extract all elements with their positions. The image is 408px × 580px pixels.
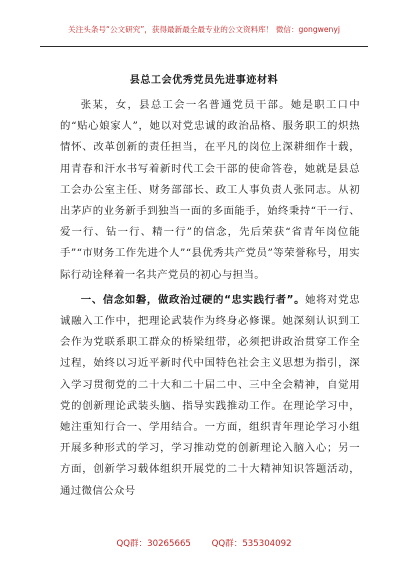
- document-title: 县总工会优秀党员先进事迹材料: [129, 75, 279, 86]
- page-footer-qq: QQ群：30265665 QQ群：535304092: [116, 539, 292, 549]
- section-1-heading: 一、信念如磐，做政治过硬的“忠实践行者”。: [80, 293, 306, 306]
- section-1-text: 她将对党忠诚融入工作中，把理论武装作为终身必修课。她深刻认识到工会作为党联系职工群众的桥梁纽带，必须把讲政治贯穿工作全过程，始终以习近平新时代中国特色社会主义思想为指引，深入学习贯彻党的二十大和二十届二中、三中全会精神，自觉用党的创新理论武装头脑、指导实践推动工作。在理论学习中，她注重知行合一、学用结合。一方面，组织青年理论学习小组开展多种形式的学习，学习推动党的创新理论入脑入心；另一方面，创新学习载体组织开展党的二十大精神知识答题活动，通过微信公众号: [60, 293, 361, 497]
- document-body: [60, 95, 360, 502]
- intro-paragraph: 张某，女，县总工会一名普通党员干部。她是职工口中的“贴心娘家人”，她以对党忠诚的政治品格、服务职工的炽热情怀、改革创新的责任担当，在平凡的岗位上深耕细作十载，用青春和汗水书写着新时代工会干部的使命答卷，她就是县总工会办公室主任、财务部部长、政工人事负责人张同志。从初出茅庐的业务新手到独当一面的多面能手，始终秉持“干一行、爱一行、钻一行、精一行”的信念，先后荣获“省青年岗位能手”“市财务工作先进个人”“县优秀共产党员”等荣誉称号，用实际行动诠释着一名共产党员的初心与担当。: [60, 99, 360, 281]
- section-1-paragraph: [60, 290, 360, 502]
- page-header-promo: 关注头条号“公文研究”，获得最新最全最专业的公文资料库！ 微信：gongwenyj: [68, 25, 340, 34]
- header-divider: [40, 46, 368, 47]
